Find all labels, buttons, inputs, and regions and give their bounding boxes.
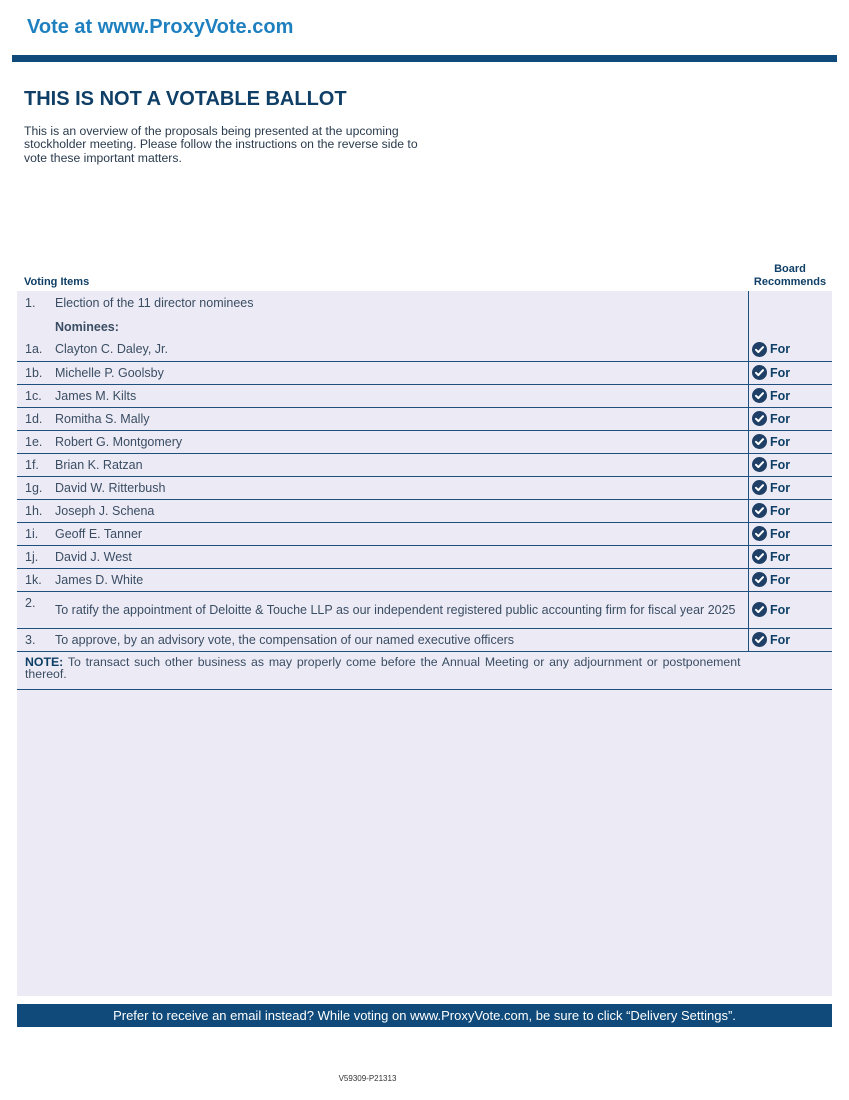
item-text: James D. White <box>55 568 749 591</box>
recommendation-label: For <box>770 365 791 380</box>
table-row <box>17 361 832 384</box>
item-number: 1f. <box>17 453 55 476</box>
table-row <box>17 453 832 476</box>
check-circle-icon <box>752 480 767 495</box>
table-row <box>17 522 832 545</box>
board-recommendation <box>749 407 833 430</box>
recommendation-label: For <box>770 549 791 564</box>
item-text: Brian K. Ratzan <box>55 453 749 476</box>
recommendation-label: For <box>770 503 791 518</box>
recommendation-label: For <box>770 632 791 647</box>
item-text: David J. West <box>55 545 749 568</box>
vote-link[interactable]: Vote at www.ProxyVote.com <box>27 16 294 38</box>
note-label: NOTE: <box>25 654 64 669</box>
table-header <box>24 262 831 290</box>
board-recommendation <box>749 522 833 545</box>
board-recommendation <box>749 591 833 628</box>
nominees-row <box>17 315 832 338</box>
voting-items-label: Voting Items <box>24 276 90 288</box>
nominees-label: Nominees: <box>55 319 119 334</box>
check-circle-icon <box>752 365 767 380</box>
check-circle-icon <box>752 457 767 472</box>
item-text: Election of the 11 director nominees <box>55 296 254 310</box>
item-text: To approve, by an advisory vote, the compensation of our named executive officers <box>55 628 749 651</box>
item-text: Robert G. Montgomery <box>55 430 749 453</box>
table-row <box>17 430 832 453</box>
board-recommendation <box>749 499 833 522</box>
board-recommendation <box>749 453 833 476</box>
recommendation-label: For <box>770 342 791 357</box>
delivery-settings-banner: Prefer to receive an email instead? While voting on www.ProxyVote.com, be sure to click “Delivery Settings”. <box>17 1004 832 1027</box>
recommendation-label: For <box>770 457 791 472</box>
item-text: Romitha S. Mally <box>55 407 749 430</box>
board-recommendation <box>749 430 833 453</box>
table-row <box>17 591 832 628</box>
board-recommendation <box>749 476 833 499</box>
item-number: 1i. <box>17 522 55 545</box>
item-number: 1b. <box>17 361 55 384</box>
item-text: Geoff E. Tanner <box>55 522 749 545</box>
document-code: V59309-P21313 <box>338 1074 397 1083</box>
item-text: To ratify the appointment of Deloitte & Touche LLP as our independent registered public accounting firm for fiscal year 2025 <box>55 591 749 628</box>
check-circle-icon <box>752 572 767 587</box>
item-text: James M. Kilts <box>55 384 749 407</box>
item-number: 1h. <box>17 499 55 522</box>
table-row <box>17 407 832 430</box>
board-recommendation <box>749 291 833 315</box>
item-number: 1e. <box>17 430 55 453</box>
board-recommendation <box>749 361 833 384</box>
item-number: 1d. <box>17 407 55 430</box>
check-circle-icon <box>752 632 767 647</box>
recommendation-label: For <box>770 388 791 403</box>
check-circle-icon <box>752 411 767 426</box>
check-circle-icon <box>752 434 767 449</box>
check-circle-icon <box>752 549 767 564</box>
table-row <box>17 291 832 315</box>
recommendation-label: For <box>770 572 791 587</box>
item-number: 1k. <box>17 568 55 591</box>
recommendation-label: For <box>770 526 791 541</box>
board-recommendation <box>749 545 833 568</box>
item-text: Joseph J. Schena <box>55 499 749 522</box>
board-recommendation <box>749 338 833 361</box>
check-circle-icon <box>752 342 767 357</box>
recommendation-label: For <box>770 411 791 426</box>
item-number: 1. <box>25 296 36 310</box>
table-row <box>17 499 832 522</box>
recommendation-label: For <box>770 434 791 449</box>
check-circle-icon <box>752 503 767 518</box>
board-recommends-label: Board Recommends <box>753 263 827 288</box>
table-row <box>17 628 832 651</box>
item-number: 1j. <box>17 545 55 568</box>
header-divider <box>12 55 837 62</box>
item-number: 1c. <box>17 384 55 407</box>
check-circle-icon <box>752 526 767 541</box>
board-recommendation <box>749 628 833 651</box>
check-circle-icon <box>752 602 767 617</box>
item-text: Clayton C. Daley, Jr. <box>55 338 749 361</box>
note-row <box>17 651 832 689</box>
recommendation-label: For <box>770 602 791 617</box>
item-number: 2. <box>17 591 55 628</box>
item-number: 3. <box>17 628 55 651</box>
board-recommendation <box>749 384 833 407</box>
table-row <box>17 545 832 568</box>
table-row <box>17 338 832 361</box>
table-row <box>17 568 832 591</box>
item-text: Michelle P. Goolsby <box>55 361 749 384</box>
board-recommendation <box>749 568 833 591</box>
table-row <box>17 384 832 407</box>
check-circle-icon <box>752 388 767 403</box>
recommendation-label: For <box>770 480 791 495</box>
item-text: David W. Ritterbush <box>55 476 749 499</box>
voting-items-table <box>17 291 832 690</box>
note-body: To transact such other business as may properly come before the Annual Meeting or any adjournment or postponement thereof. <box>25 654 741 681</box>
intro-text: This is an overview of the proposals being presented at the upcoming stockholder meeting. Please follow the instructions on the reverse side to vote these important matters. <box>24 124 418 165</box>
item-number: 1g. <box>17 476 55 499</box>
note-text <box>17 651 749 689</box>
voting-items-panel <box>17 291 832 996</box>
page-title: THIS IS NOT A VOTABLE BALLOT <box>24 88 347 110</box>
table-row <box>17 476 832 499</box>
item-number: 1a. <box>17 338 55 361</box>
